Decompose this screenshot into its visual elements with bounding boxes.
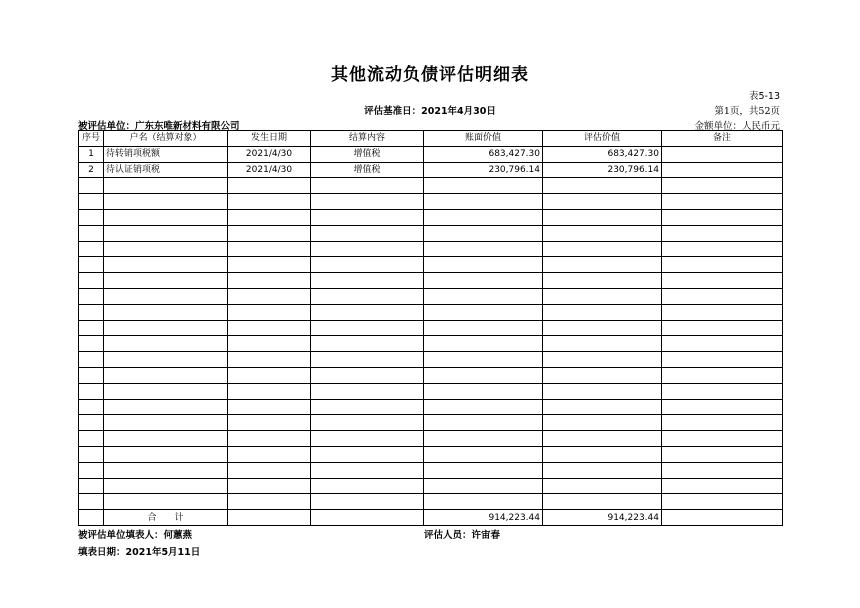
empty-cell (79, 415, 104, 431)
empty-cell (662, 288, 783, 304)
empty-cell (79, 288, 104, 304)
empty-cell (104, 462, 228, 478)
empty-cell (104, 431, 228, 447)
empty-cell (79, 446, 104, 462)
empty-cell (79, 273, 104, 289)
empty-cell (424, 225, 543, 241)
empty-cell (311, 241, 424, 257)
empty-cell (543, 352, 662, 368)
empty-cell (662, 446, 783, 462)
empty-cell (662, 478, 783, 494)
col-header-eval-value: 评估价值 (543, 131, 662, 147)
empty-row (79, 178, 783, 194)
empty-cell (79, 194, 104, 210)
empty-cell (543, 478, 662, 494)
empty-cell (228, 288, 311, 304)
cell-book-value: 683,427.30 (424, 146, 543, 162)
cell-note (662, 162, 783, 178)
empty-row (79, 367, 783, 383)
page-title: 其他流动负债评估明细表 (331, 65, 529, 85)
empty-cell (543, 320, 662, 336)
empty-cell (228, 352, 311, 368)
cell-date: 2021/4/30 (228, 146, 311, 162)
empty-cell (543, 399, 662, 415)
empty-cell (104, 399, 228, 415)
empty-cell (311, 399, 424, 415)
empty-cell (543, 431, 662, 447)
cell-book-value: 230,796.14 (424, 162, 543, 178)
empty-cell (104, 178, 228, 194)
empty-cell (662, 399, 783, 415)
empty-cell (228, 336, 311, 352)
empty-cell (228, 446, 311, 462)
empty-cell (79, 225, 104, 241)
empty-cell (311, 320, 424, 336)
empty-row (79, 241, 783, 257)
empty-row (79, 336, 783, 352)
empty-row (79, 257, 783, 273)
empty-cell (311, 431, 424, 447)
empty-row (79, 462, 783, 478)
empty-cell (228, 415, 311, 431)
empty-cell (104, 336, 228, 352)
empty-row (79, 431, 783, 447)
empty-cell (311, 462, 424, 478)
empty-cell (79, 399, 104, 415)
empty-cell (424, 257, 543, 273)
empty-row (79, 352, 783, 368)
empty-cell (662, 194, 783, 210)
base-date: 评估基准日：2021年4月30日 (364, 106, 496, 117)
empty-cell (662, 241, 783, 257)
col-header-book-value: 账面价值 (424, 131, 543, 147)
empty-cell (543, 241, 662, 257)
empty-cell (662, 367, 783, 383)
empty-cell (662, 273, 783, 289)
empty-cell (662, 352, 783, 368)
empty-row (79, 288, 783, 304)
empty-cell (424, 288, 543, 304)
empty-cell (662, 320, 783, 336)
empty-cell (543, 367, 662, 383)
empty-row (79, 225, 783, 241)
cell-total-blank (228, 510, 311, 526)
empty-cell (311, 288, 424, 304)
cell-name: 待转销项税额 (104, 146, 228, 162)
empty-cell (228, 273, 311, 289)
cell-no: 2 (79, 162, 104, 178)
empty-cell (104, 288, 228, 304)
empty-cell (662, 225, 783, 241)
empty-row (79, 478, 783, 494)
empty-cell (662, 209, 783, 225)
table-header-row (79, 131, 783, 147)
empty-cell (424, 273, 543, 289)
empty-row (79, 304, 783, 320)
empty-cell (543, 178, 662, 194)
cell-content: 增值税 (311, 146, 424, 162)
empty-cell (662, 257, 783, 273)
empty-cell (424, 352, 543, 368)
cell-no: 1 (79, 146, 104, 162)
empty-cell (543, 494, 662, 510)
empty-row (79, 194, 783, 210)
empty-cell (228, 209, 311, 225)
col-header-no: 序号 (79, 131, 104, 147)
empty-cell (424, 431, 543, 447)
empty-cell (311, 304, 424, 320)
col-header-note: 备注 (662, 131, 783, 147)
page-info: 第1页，共52页 (714, 106, 780, 117)
empty-cell (228, 399, 311, 415)
col-header-date: 发生日期 (228, 131, 311, 147)
empty-cell (228, 494, 311, 510)
empty-cell (79, 431, 104, 447)
empty-cell (311, 209, 424, 225)
empty-cell (228, 304, 311, 320)
empty-cell (104, 367, 228, 383)
empty-cell (104, 352, 228, 368)
empty-cell (79, 494, 104, 510)
empty-cell (424, 209, 543, 225)
empty-cell (662, 383, 783, 399)
empty-cell (543, 383, 662, 399)
empty-cell (228, 178, 311, 194)
total-book-value: 914,223.44 (424, 510, 543, 526)
empty-row (79, 399, 783, 415)
empty-cell (104, 415, 228, 431)
empty-cell (311, 367, 424, 383)
empty-cell (104, 225, 228, 241)
empty-row (79, 446, 783, 462)
cell-total-blank (79, 510, 104, 526)
col-header-name: 户名（结算对象） (104, 131, 228, 147)
empty-cell (424, 478, 543, 494)
empty-cell (79, 320, 104, 336)
empty-cell (228, 431, 311, 447)
empty-cell (104, 209, 228, 225)
empty-cell (79, 478, 104, 494)
total-eval-value: 914,223.44 (543, 510, 662, 526)
empty-cell (662, 178, 783, 194)
empty-cell (543, 462, 662, 478)
empty-cell (424, 241, 543, 257)
empty-cell (228, 257, 311, 273)
empty-cell (79, 209, 104, 225)
empty-row (79, 273, 783, 289)
empty-cell (104, 494, 228, 510)
empty-cell (228, 462, 311, 478)
empty-cell (424, 367, 543, 383)
empty-cell (311, 194, 424, 210)
empty-cell (424, 320, 543, 336)
empty-cell (543, 446, 662, 462)
empty-cell (662, 494, 783, 510)
empty-cell (228, 478, 311, 494)
col-header-content: 结算内容 (311, 131, 424, 147)
empty-row (79, 494, 783, 510)
empty-cell (104, 273, 228, 289)
empty-cell (79, 383, 104, 399)
empty-cell (424, 304, 543, 320)
empty-cell (543, 273, 662, 289)
empty-cell (311, 178, 424, 194)
empty-cell (424, 194, 543, 210)
footer-fill-date: 填表日期：2021年5月11日 (78, 547, 201, 558)
cell-date: 2021/4/30 (228, 162, 311, 178)
empty-cell (543, 304, 662, 320)
empty-cell (424, 446, 543, 462)
empty-cell (311, 478, 424, 494)
empty-cell (311, 336, 424, 352)
empty-cell (424, 462, 543, 478)
empty-cell (311, 494, 424, 510)
empty-cell (424, 383, 543, 399)
empty-cell (79, 304, 104, 320)
table-row (79, 162, 783, 178)
empty-cell (228, 225, 311, 241)
empty-cell (311, 273, 424, 289)
empty-cell (79, 367, 104, 383)
empty-cell (104, 304, 228, 320)
empty-cell (311, 383, 424, 399)
footer-appraiser: 评估人员：许宙春 (424, 530, 501, 541)
empty-cell (311, 415, 424, 431)
empty-cell (104, 320, 228, 336)
empty-cell (662, 336, 783, 352)
empty-cell (79, 178, 104, 194)
empty-cell (543, 225, 662, 241)
empty-cell (424, 399, 543, 415)
empty-row (79, 209, 783, 225)
empty-cell (79, 257, 104, 273)
empty-cell (311, 225, 424, 241)
empty-cell (311, 257, 424, 273)
currency-unit: 金额单位：人民币元 (694, 121, 780, 132)
cell-eval-value: 683,427.30 (543, 146, 662, 162)
empty-cell (424, 336, 543, 352)
empty-cell (662, 304, 783, 320)
empty-cell (79, 241, 104, 257)
empty-cell (543, 415, 662, 431)
empty-cell (543, 209, 662, 225)
cell-content: 增值税 (311, 162, 424, 178)
empty-cell (662, 431, 783, 447)
empty-cell (104, 241, 228, 257)
cell-name: 待认证销项税 (104, 162, 228, 178)
evaluated-entity: 被评估单位：广东东唯新材料有限公司 (78, 121, 240, 132)
cell-eval-value: 230,796.14 (543, 162, 662, 178)
empty-cell (228, 367, 311, 383)
detail-table (78, 130, 783, 526)
empty-cell (543, 257, 662, 273)
empty-cell (311, 352, 424, 368)
empty-cell (311, 446, 424, 462)
table-number: 表5-13 (748, 91, 780, 102)
empty-cell (79, 352, 104, 368)
empty-cell (104, 478, 228, 494)
empty-cell (424, 415, 543, 431)
empty-cell (662, 415, 783, 431)
cell-total-blank (311, 510, 424, 526)
empty-cell (228, 320, 311, 336)
empty-cell (104, 446, 228, 462)
empty-cell (543, 336, 662, 352)
cell-note (662, 146, 783, 162)
empty-cell (662, 462, 783, 478)
empty-cell (104, 194, 228, 210)
empty-row (79, 415, 783, 431)
empty-cell (228, 241, 311, 257)
empty-cell (228, 194, 311, 210)
empty-cell (79, 336, 104, 352)
empty-cell (543, 288, 662, 304)
table-row (79, 146, 783, 162)
empty-cell (104, 257, 228, 273)
empty-cell (79, 462, 104, 478)
footer-filler: 被评估单位填表人：何蕙燕 (78, 530, 193, 541)
empty-cell (104, 383, 228, 399)
empty-cell (228, 383, 311, 399)
empty-row (79, 383, 783, 399)
total-label: 合 计 (104, 510, 228, 526)
empty-cell (424, 494, 543, 510)
empty-cell (543, 194, 662, 210)
empty-cell (424, 178, 543, 194)
total-row (79, 510, 783, 526)
cell-total-blank (662, 510, 783, 526)
empty-row (79, 320, 783, 336)
